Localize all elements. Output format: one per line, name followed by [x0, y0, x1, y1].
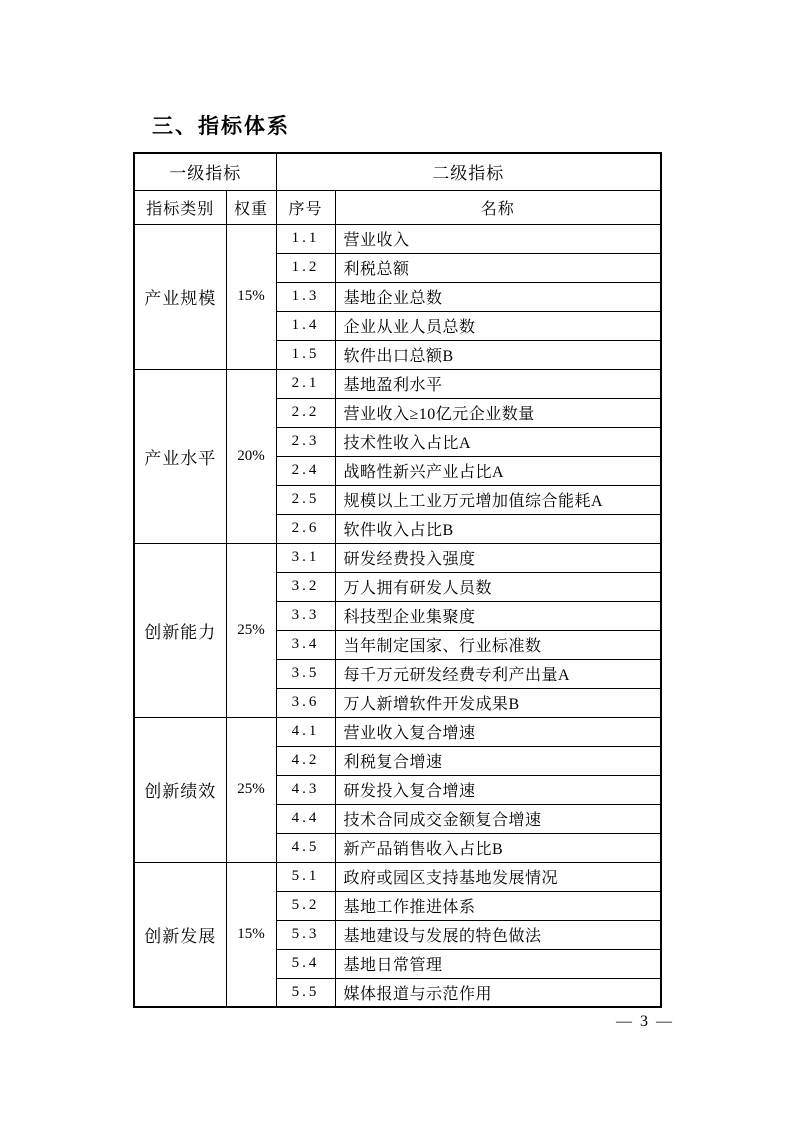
serial-cell: 1.5 [276, 340, 335, 369]
name-cell: 营业收入≥10亿元企业数量 [335, 398, 661, 427]
serial-cell: 4.3 [276, 775, 335, 804]
serial-cell: 4.1 [276, 717, 335, 746]
header-level1: 一级指标 [134, 153, 276, 190]
name-cell: 技术性收入占比A [335, 427, 661, 456]
serial-cell: 2.5 [276, 485, 335, 514]
name-cell: 利税复合增速 [335, 746, 661, 775]
header-category: 指标类别 [134, 190, 226, 224]
category-cell: 产业规模 [134, 224, 226, 369]
name-cell: 战略性新兴产业占比A [335, 456, 661, 485]
name-cell: 软件出口总额B [335, 340, 661, 369]
serial-cell: 3.1 [276, 543, 335, 572]
weight-cell: 15% [226, 862, 276, 1007]
name-cell: 技术合同成交金额复合增速 [335, 804, 661, 833]
serial-cell: 3.4 [276, 630, 335, 659]
category-cell: 创新能力 [134, 543, 226, 717]
name-cell: 研发经费投入强度 [335, 543, 661, 572]
name-cell: 当年制定国家、行业标准数 [335, 630, 661, 659]
serial-cell: 1.3 [276, 282, 335, 311]
serial-cell: 2.2 [276, 398, 335, 427]
serial-cell: 2.4 [276, 456, 335, 485]
header-serial: 序号 [276, 190, 335, 224]
weight-cell: 25% [226, 717, 276, 862]
weight-cell: 20% [226, 369, 276, 543]
name-cell: 万人拥有研发人员数 [335, 572, 661, 601]
serial-cell: 5.3 [276, 920, 335, 949]
name-cell: 万人新增软件开发成果B [335, 688, 661, 717]
table-header-row-columns [134, 190, 661, 224]
name-cell: 基地日常管理 [335, 949, 661, 978]
serial-cell: 5.5 [276, 978, 335, 1007]
name-cell: 基地企业总数 [335, 282, 661, 311]
serial-cell: 4.2 [276, 746, 335, 775]
name-cell: 企业从业人员总数 [335, 311, 661, 340]
page-number: — 3 — [616, 1013, 674, 1030]
name-cell: 利税总额 [335, 253, 661, 282]
header-weight: 权重 [226, 190, 276, 224]
serial-cell: 1.4 [276, 311, 335, 340]
name-cell: 营业收入 [335, 224, 661, 253]
serial-cell: 3.5 [276, 659, 335, 688]
page-title: 三、指标体系 [152, 115, 290, 138]
serial-cell: 5.4 [276, 949, 335, 978]
serial-cell: 2.1 [276, 369, 335, 398]
name-cell: 规模以上工业万元增加值综合能耗A [335, 485, 661, 514]
serial-cell: 5.1 [276, 862, 335, 891]
category-cell: 产业水平 [134, 369, 226, 543]
serial-cell: 3.2 [276, 572, 335, 601]
table-row [134, 717, 661, 746]
serial-cell: 4.4 [276, 804, 335, 833]
header-level2: 二级指标 [276, 153, 661, 190]
serial-cell: 1.2 [276, 253, 335, 282]
name-cell: 基地工作推进体系 [335, 891, 661, 920]
name-cell: 媒体报道与示范作用 [335, 978, 661, 1007]
serial-cell: 3.6 [276, 688, 335, 717]
indicator-table [133, 152, 662, 1008]
table-row [134, 862, 661, 891]
serial-cell: 2.3 [276, 427, 335, 456]
table-row [134, 543, 661, 572]
category-cell: 创新发展 [134, 862, 226, 1007]
name-cell: 政府或园区支持基地发展情况 [335, 862, 661, 891]
weight-cell: 25% [226, 543, 276, 717]
name-cell: 研发投入复合增速 [335, 775, 661, 804]
serial-cell: 4.5 [276, 833, 335, 862]
name-cell: 每千万元研发经费专利产出量A [335, 659, 661, 688]
name-cell: 科技型企业集聚度 [335, 601, 661, 630]
name-cell: 新产品销售收入占比B [335, 833, 661, 862]
header-name: 名称 [335, 190, 661, 224]
name-cell: 基地盈利水平 [335, 369, 661, 398]
serial-cell: 2.6 [276, 514, 335, 543]
category-cell: 创新绩效 [134, 717, 226, 862]
name-cell: 营业收入复合增速 [335, 717, 661, 746]
serial-cell: 5.2 [276, 891, 335, 920]
serial-cell: 1.1 [276, 224, 335, 253]
table-row [134, 369, 661, 398]
name-cell: 基地建设与发展的特色做法 [335, 920, 661, 949]
weight-cell: 15% [226, 224, 276, 369]
table-row [134, 224, 661, 253]
name-cell: 软件收入占比B [335, 514, 661, 543]
table-header-row-level [134, 153, 661, 190]
serial-cell: 3.3 [276, 601, 335, 630]
